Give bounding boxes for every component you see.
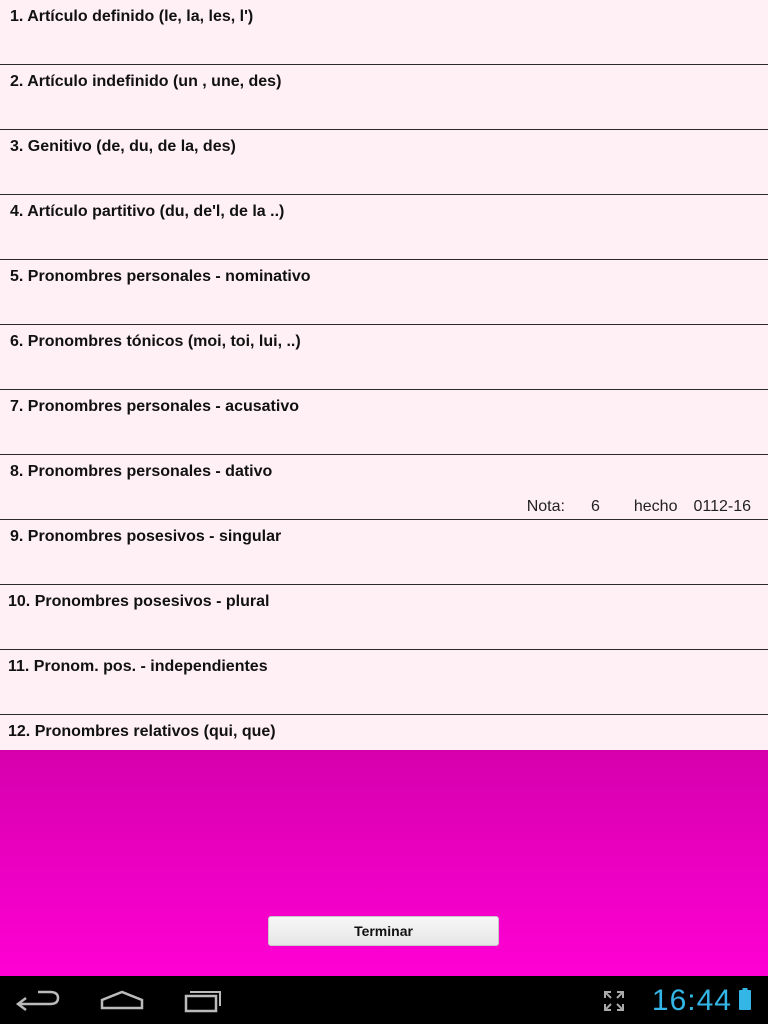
grade-label: Nota: <box>526 498 565 515</box>
status-clock: 16:44 <box>651 984 732 1017</box>
lesson-grade-info <box>527 498 751 516</box>
lesson-title: 4. Artículo partitivo (du, de'l, de la ..) <box>10 203 285 220</box>
lesson-title: 1. Artículo definido (le, la, les, l') <box>10 8 254 25</box>
list-item[interactable] <box>0 0 768 65</box>
footer-area <box>0 750 768 976</box>
finish-button[interactable]: Terminar <box>268 916 499 946</box>
list-item[interactable] <box>0 455 768 520</box>
list-item[interactable] <box>0 260 768 325</box>
list-item[interactable] <box>0 390 768 455</box>
list-item[interactable] <box>0 195 768 260</box>
battery-icon <box>739 988 751 1010</box>
lesson-title: 2. Artículo indefinido (un , une, des) <box>10 73 282 90</box>
lesson-title: 6. Pronombres tónicos (moi, toi, lui, ..) <box>10 333 301 350</box>
lesson-title: 11. Pronom. pos. - independientes <box>8 658 268 675</box>
list-item[interactable] <box>0 650 768 715</box>
done-label: hecho <box>633 498 678 515</box>
list-item[interactable] <box>0 65 768 130</box>
list-item[interactable] <box>0 325 768 390</box>
grade-value: 6 <box>590 498 600 515</box>
done-date: 0112-16 <box>693 498 751 515</box>
list-item[interactable] <box>0 130 768 195</box>
lesson-title: 5. Pronombres personales - nominativo <box>10 268 311 285</box>
recent-apps-icon[interactable] <box>172 986 232 1016</box>
home-icon[interactable] <box>92 986 152 1016</box>
lesson-title: 9. Pronombres posesivos - singular <box>10 528 282 545</box>
lesson-title: 12. Pronombres relativos (qui, que) <box>8 723 276 740</box>
lesson-title: 3. Genitivo (de, du, de la, des) <box>10 138 236 155</box>
list-item[interactable] <box>0 715 768 750</box>
system-nav-bar <box>0 976 768 1024</box>
lesson-title: 8. Pronombres personales - dativo <box>10 463 273 480</box>
list-item[interactable] <box>0 585 768 650</box>
list-item[interactable] <box>0 520 768 585</box>
back-icon[interactable] <box>10 986 70 1016</box>
expand-icon[interactable] <box>603 990 625 1012</box>
lesson-title: 7. Pronombres personales - acusativo <box>10 398 299 415</box>
lesson-title: 10. Pronombres posesivos - plural <box>8 593 270 610</box>
